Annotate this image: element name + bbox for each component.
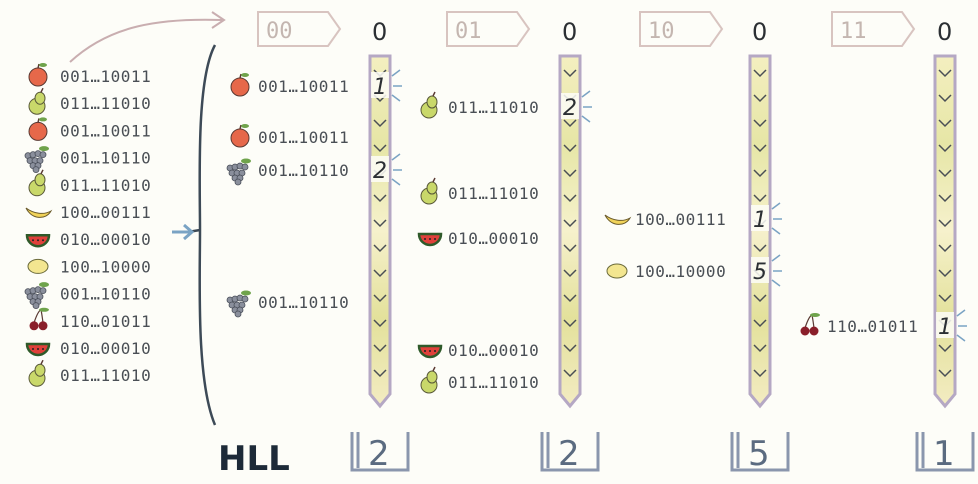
bucket-11 bbox=[801, 12, 974, 474]
input-bits: 001…10011 bbox=[60, 67, 152, 86]
bucket-item-bits: 011…11010 bbox=[448, 98, 540, 117]
rank-value: 2 bbox=[373, 159, 387, 184]
initial-value: 0 bbox=[937, 18, 953, 46]
top-curved-arrow bbox=[70, 20, 222, 62]
bucket-item-bits: 011…11010 bbox=[448, 184, 540, 203]
bucket-item-bits: 010…00010 bbox=[448, 341, 540, 360]
result-box bbox=[917, 432, 973, 474]
result-box bbox=[352, 432, 408, 474]
bucket-item bbox=[605, 203, 782, 234]
bucket-item bbox=[421, 178, 539, 204]
grapes-icon bbox=[25, 282, 49, 309]
lemon-icon bbox=[28, 259, 48, 273]
input-item bbox=[28, 257, 151, 276]
input-item bbox=[27, 339, 151, 358]
input-item bbox=[30, 308, 152, 331]
spark-lines bbox=[772, 255, 782, 286]
bucket-item-bits: 100…00111 bbox=[635, 210, 727, 229]
input-bits: 001…10110 bbox=[60, 284, 152, 304]
bucket-item bbox=[421, 91, 592, 122]
bucket-item bbox=[607, 255, 782, 286]
bucket-item bbox=[231, 124, 349, 147]
input-bits: 100…00111 bbox=[60, 203, 152, 222]
spark-lines bbox=[957, 310, 967, 341]
rank-value: 1 bbox=[373, 75, 387, 100]
watermelon-icon bbox=[419, 346, 441, 357]
grapes-icon bbox=[25, 146, 49, 173]
spark-lines bbox=[392, 70, 402, 101]
result-box bbox=[732, 432, 788, 474]
buckets-layer bbox=[227, 12, 973, 474]
bucket-item-bits: 001…10110 bbox=[258, 161, 350, 180]
hll-label: HLL bbox=[218, 439, 290, 479]
bucket-label: 01 bbox=[455, 19, 482, 44]
bucket-label: 11 bbox=[840, 19, 867, 44]
input-bits: 100…10000 bbox=[60, 257, 152, 277]
input-bits: 001…10011 bbox=[60, 121, 152, 141]
input-bits: 011…11010 bbox=[60, 94, 152, 114]
bucket-item-bits: 001…10011 bbox=[258, 77, 350, 96]
rank-value: 2 bbox=[563, 96, 577, 121]
input-item bbox=[29, 117, 151, 140]
input-item bbox=[25, 282, 151, 309]
bucket-item bbox=[419, 341, 539, 360]
pear-icon bbox=[421, 92, 437, 118]
bucket-item bbox=[419, 229, 539, 248]
input-bits: 010…00010 bbox=[60, 339, 152, 358]
bucket-label: 10 bbox=[648, 19, 675, 44]
spark-lines bbox=[392, 154, 402, 185]
result-box bbox=[542, 432, 598, 474]
input-item bbox=[26, 203, 151, 222]
result-value: 5 bbox=[748, 434, 770, 474]
register-column bbox=[935, 56, 955, 406]
pear-icon bbox=[29, 88, 45, 114]
apple-icon bbox=[231, 73, 249, 96]
rank-value: 1 bbox=[753, 208, 767, 233]
bucket-item-bits: 001…10110 bbox=[258, 293, 350, 312]
bucket-item-bits: 001…10011 bbox=[258, 128, 350, 147]
spark-lines bbox=[772, 203, 782, 234]
bucket-item-bits: 100…10000 bbox=[635, 262, 727, 281]
bucket-item bbox=[227, 154, 402, 185]
input-item bbox=[27, 230, 151, 249]
grapes-icon bbox=[227, 159, 251, 186]
bucket-item bbox=[227, 291, 349, 318]
rank-value: 1 bbox=[938, 315, 952, 340]
bucket-item-bits: 010…00010 bbox=[448, 229, 540, 248]
result-value: 1 bbox=[933, 434, 955, 474]
input-list bbox=[25, 63, 151, 386]
input-item bbox=[29, 360, 151, 386]
input-bits: 110…01011 bbox=[60, 311, 152, 331]
input-bits: 010…00010 bbox=[60, 230, 152, 250]
watermelon-icon bbox=[419, 234, 441, 245]
bucket-item bbox=[801, 310, 968, 341]
bucket-item bbox=[231, 70, 402, 101]
result-value: 2 bbox=[558, 434, 580, 474]
input-bits: 011…11010 bbox=[60, 366, 152, 386]
pear-icon bbox=[29, 170, 45, 196]
lemon-icon bbox=[607, 264, 627, 278]
pear-icon bbox=[421, 178, 437, 204]
right-arrow-icon bbox=[172, 225, 192, 239]
input-item bbox=[25, 146, 151, 173]
register-column bbox=[370, 56, 390, 406]
result-value: 2 bbox=[368, 434, 390, 474]
initial-value: 0 bbox=[562, 18, 578, 46]
input-item bbox=[29, 170, 151, 196]
pear-icon bbox=[29, 360, 45, 386]
cherry-icon bbox=[801, 313, 821, 336]
bucket-01 bbox=[419, 12, 598, 474]
bucket-10 bbox=[605, 12, 788, 474]
watermelon-icon bbox=[27, 344, 49, 355]
initial-value: 0 bbox=[372, 18, 388, 46]
apple-icon bbox=[29, 117, 47, 140]
banana-icon bbox=[26, 208, 51, 217]
banana-icon bbox=[605, 215, 630, 224]
bucket-item-bits: 011…11010 bbox=[448, 373, 540, 392]
initial-value: 0 bbox=[752, 18, 768, 46]
distribution-brace bbox=[188, 45, 215, 425]
bucket-label: 00 bbox=[266, 19, 293, 44]
grapes-icon bbox=[227, 291, 251, 318]
spark-lines bbox=[582, 91, 592, 122]
input-bits: 001…10110 bbox=[60, 148, 152, 168]
input-item bbox=[29, 63, 151, 86]
bucket-00 bbox=[227, 12, 408, 474]
cherry-icon bbox=[30, 308, 50, 331]
input-bits: 011…11010 bbox=[60, 175, 152, 195]
bucket-item bbox=[421, 367, 539, 393]
watermelon-icon bbox=[27, 235, 49, 246]
bucket-item-bits: 110…01011 bbox=[827, 317, 919, 336]
apple-icon bbox=[29, 63, 47, 86]
apple-icon bbox=[231, 124, 249, 147]
input-item bbox=[29, 88, 151, 114]
pear-icon bbox=[421, 367, 437, 393]
rank-value: 5 bbox=[753, 260, 767, 285]
